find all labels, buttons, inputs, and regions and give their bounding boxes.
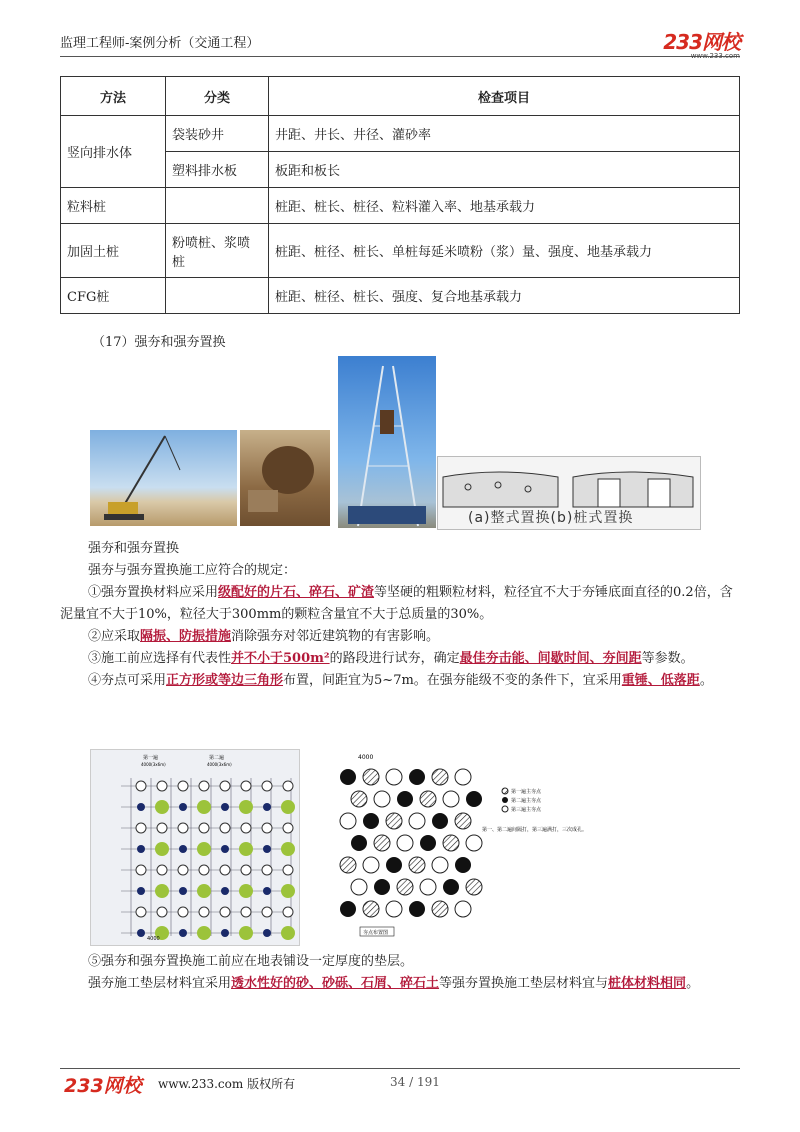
grid-tamping-point (197, 926, 211, 940)
grid-tamping-point (263, 845, 271, 853)
grid-tamping-point (137, 803, 145, 811)
grid-tamping-point (263, 929, 271, 937)
pattern-tamping-point (455, 901, 471, 917)
pattern-tamping-point (363, 769, 379, 785)
pattern-dim: 4000 (358, 754, 374, 761)
pattern-tamping-point (409, 769, 425, 785)
grid-tamping-point (179, 887, 187, 895)
grid-tamping-point (136, 907, 146, 917)
grid-tamping-point (281, 842, 295, 856)
svg-text:第一遍主夯点: 第一遍主夯点 (511, 789, 542, 795)
pattern-tamping-point (340, 857, 356, 873)
grid-tamping-point (199, 781, 209, 791)
pattern-tamping-point (340, 813, 356, 829)
col-header-items: 检查项目 (269, 77, 740, 116)
footer-copyright: www.233.com 版权所有 (158, 1077, 296, 1091)
body-text-bottom (60, 951, 740, 995)
inspection-table (60, 76, 740, 314)
pattern-tamping-point (386, 857, 402, 873)
pattern-tamping-point (386, 901, 402, 917)
grid-tamping-point (241, 865, 251, 875)
cell-category (166, 188, 269, 224)
svg-text:第三遍主夯点: 第三遍主夯点 (511, 807, 542, 813)
pattern-tamping-point (351, 835, 367, 851)
table-row (61, 278, 740, 314)
col-header-method: 方法 (61, 77, 166, 116)
grid-tamping-point (283, 781, 293, 791)
brand-url: www.233.com (690, 52, 740, 60)
svg-text:第二遍主夯点: 第二遍主夯点 (511, 798, 542, 804)
pattern-tamping-point (432, 901, 448, 917)
rule-4: ④夯点可采用正方形或等边三角形布置，间距宜为5~7m。在强夯能级不变的条件下，宜采用重锤、低落距。 (88, 673, 713, 688)
pattern-tamping-point (432, 857, 448, 873)
grid-tamping-point (197, 800, 211, 814)
grid-tamping-point (241, 907, 251, 917)
pattern-tamping-point (455, 813, 471, 829)
pattern-tamping-point (386, 769, 402, 785)
pattern-tamping-point (420, 835, 436, 851)
grid-label-second: 第二遍 (209, 755, 225, 761)
grid-tamping-point (263, 803, 271, 811)
tamping-grid-diagram (90, 749, 300, 946)
cell-items: 板距和板长 (269, 152, 740, 188)
grid-tamping-point (239, 842, 253, 856)
replacement-diagram (437, 456, 701, 530)
grid-tamping-point (220, 823, 230, 833)
cell-method: 加固土桩 (61, 224, 166, 278)
grid-tamping-point (220, 781, 230, 791)
pattern-tamping-point (432, 813, 448, 829)
grid-tamping-point (281, 884, 295, 898)
pattern-tamping-point (420, 879, 436, 895)
replacement-caption: (a)整式置换(b)桩式置换 (468, 510, 634, 526)
pattern-tamping-point (351, 791, 367, 807)
grid-tamping-point (239, 926, 253, 940)
grid-tamping-point (281, 800, 295, 814)
pattern-tamping-point (363, 901, 379, 917)
grid-tamping-point (199, 823, 209, 833)
cell-items: 桩距、桩径、桩长、强度、复合地基承载力 (269, 278, 740, 314)
pattern-tamping-point (466, 835, 482, 851)
grid-tamping-point (136, 823, 146, 833)
pattern-tamping-point (374, 879, 390, 895)
tamping-point-diagram (328, 749, 630, 944)
photo-strip (90, 356, 700, 531)
table-row (61, 116, 740, 152)
pattern-tamping-point (455, 769, 471, 785)
pattern-legend (502, 788, 542, 813)
body-text (60, 538, 740, 692)
cell-category (166, 278, 269, 314)
grid-tamping-point (283, 865, 293, 875)
grid-tamping-point (179, 929, 187, 937)
grid-tamping-point (197, 842, 211, 856)
grid-tamping-point (241, 823, 251, 833)
grid-tamping-point (179, 845, 187, 853)
grid-tamping-point (241, 781, 251, 791)
grid-tamping-point (157, 865, 167, 875)
section-title: （17）强夯和强夯置换 (92, 335, 226, 350)
crane-photo (90, 430, 237, 526)
intro-text: 强夯与强夯置换施工应符合的规定： (88, 563, 297, 578)
cell-category: 塑料排水板 (166, 152, 269, 188)
header-title: 监理工程师-案例分析（交通工程） (60, 36, 260, 51)
grid-tamping-point (197, 884, 211, 898)
grid-tamping-point (220, 907, 230, 917)
grid-tamping-point (283, 823, 293, 833)
pattern-tamping-point (443, 791, 459, 807)
rule-2: ②应采取隔振、防振措施消除强夯对邻近建筑物的有害影响。 (88, 629, 440, 644)
grid-tamping-point (199, 907, 209, 917)
pattern-tamping-point (340, 769, 356, 785)
grid-tamping-point (137, 887, 145, 895)
rule-1: ①强夯置换材料应采用级配好的片石、碎石、矿渣等坚硬的粗颗粒材料，粒径宜不大于夯锤底面直径的0.2倍，含泥量宜不大于10%，粒径大于300mm的颗粒含量宜不大于总质量的30%。 (60, 585, 733, 622)
pattern-tamping-point (386, 813, 402, 829)
grid-tamping-point (239, 800, 253, 814)
grid-tamping-point (283, 907, 293, 917)
grid-tamping-point (136, 865, 146, 875)
pattern-tamping-point (397, 879, 413, 895)
cell-method: 粒料桩 (61, 188, 166, 224)
pattern-tamping-point (443, 835, 459, 851)
page-footer (60, 1068, 740, 1097)
cell-items: 井距、井长、井径、灌砂率 (269, 116, 740, 152)
grid-tamping-point (221, 803, 229, 811)
grid-tamping-point (155, 842, 169, 856)
cell-category: 袋装砂井 (166, 116, 269, 152)
grid-tamping-point (262, 865, 272, 875)
brand-logo[interactable] (663, 26, 740, 60)
cell-category: 粉喷桩、浆喷桩 (166, 224, 269, 278)
grid-tamping-point (262, 781, 272, 791)
col-header-category: 分类 (166, 77, 269, 116)
grid-dim: 4000 (147, 936, 160, 942)
page-number: 34 / 191 (390, 1075, 440, 1089)
rule-6: 强夯施工垫层材料宜采用透水性好的砂、砂砾、石屑、碎石土等强夯置换施工垫层材料宜与桩体材料相同。 (88, 976, 700, 991)
cell-method: 竖向排水体 (61, 116, 166, 188)
grid-tamping-point (221, 929, 229, 937)
tamping-rig-photo (338, 356, 436, 528)
subtitle: 强夯和强夯置换 (88, 541, 180, 556)
page-header (60, 26, 740, 60)
pattern-tamping-point (340, 901, 356, 917)
pattern-tamping-point (409, 901, 425, 917)
grid-label-first: 第一遍 (143, 755, 159, 761)
pattern-tamping-point (466, 879, 482, 895)
rule-5: ⑤强夯和强夯置换施工前应在地表铺设一定厚度的垫层。 (88, 954, 414, 969)
grid-tamping-point (220, 865, 230, 875)
grid-tamping-point (155, 800, 169, 814)
pattern-tamping-point (363, 813, 379, 829)
grid-tamping-point (137, 845, 145, 853)
grid-tamping-point (262, 823, 272, 833)
grid-tamping-point (239, 884, 253, 898)
pattern-tamping-point (351, 879, 367, 895)
grid-tamping-point (178, 781, 188, 791)
grid-tamping-point (178, 865, 188, 875)
pattern-tamping-point (374, 791, 390, 807)
grid-tamping-point (262, 907, 272, 917)
pattern-tamping-point (432, 769, 448, 785)
grid-tamping-point (221, 887, 229, 895)
rule-3: ③施工前应选择有代表性并不小于500m²的路段进行试夯，确定最佳夯击能、间歇时间、夯间距等参数。 (88, 651, 694, 666)
pattern-tamping-point (420, 791, 436, 807)
pattern-tamping-point (397, 835, 413, 851)
grid-tamping-point (136, 781, 146, 791)
pattern-tamping-point (466, 791, 482, 807)
table-row (61, 224, 740, 278)
grid-tamping-point (178, 907, 188, 917)
grid-tamping-point (221, 845, 229, 853)
table-row (61, 188, 740, 224)
cell-method: CFG桩 (61, 278, 166, 314)
grid-tamping-point (157, 823, 167, 833)
grid-tamping-point (179, 803, 187, 811)
grid-tamping-point (199, 865, 209, 875)
pattern-tamping-point (397, 791, 413, 807)
grid-tamping-point (137, 929, 145, 937)
grid-size-first: 4000(3x6m) (141, 762, 166, 767)
pattern-tamping-point (443, 879, 459, 895)
cell-items: 桩距、桩径、桩长、单桩每延米喷粉（浆）量、强度、地基承载力 (269, 224, 740, 278)
pattern-tamping-point (374, 835, 390, 851)
pattern-note: 第一、第二遍间隔打，第三遍满打，三次成孔。 (482, 827, 588, 833)
grid-size-second: 4000(3x6m) (207, 762, 232, 767)
pattern-tamping-point (409, 857, 425, 873)
pattern-tamping-point (409, 813, 425, 829)
pattern-tamping-point (455, 857, 471, 873)
grid-tamping-point (281, 926, 295, 940)
pattern-tamping-point (363, 857, 379, 873)
grid-tamping-point (263, 887, 271, 895)
grid-tamping-point (155, 884, 169, 898)
pattern-caption: 夯点布置图 (363, 930, 389, 936)
grid-tamping-point (157, 907, 167, 917)
grid-tamping-point (178, 823, 188, 833)
excavation-photo (240, 430, 330, 526)
grid-tamping-point (157, 781, 167, 791)
table-header-row (61, 77, 740, 116)
brand-name: 233网校 (663, 30, 740, 54)
cell-items: 桩距、桩长、桩径、粒料灌入率、地基承载力 (269, 188, 740, 224)
footer-logo[interactable]: 233网校 (64, 1075, 142, 1097)
